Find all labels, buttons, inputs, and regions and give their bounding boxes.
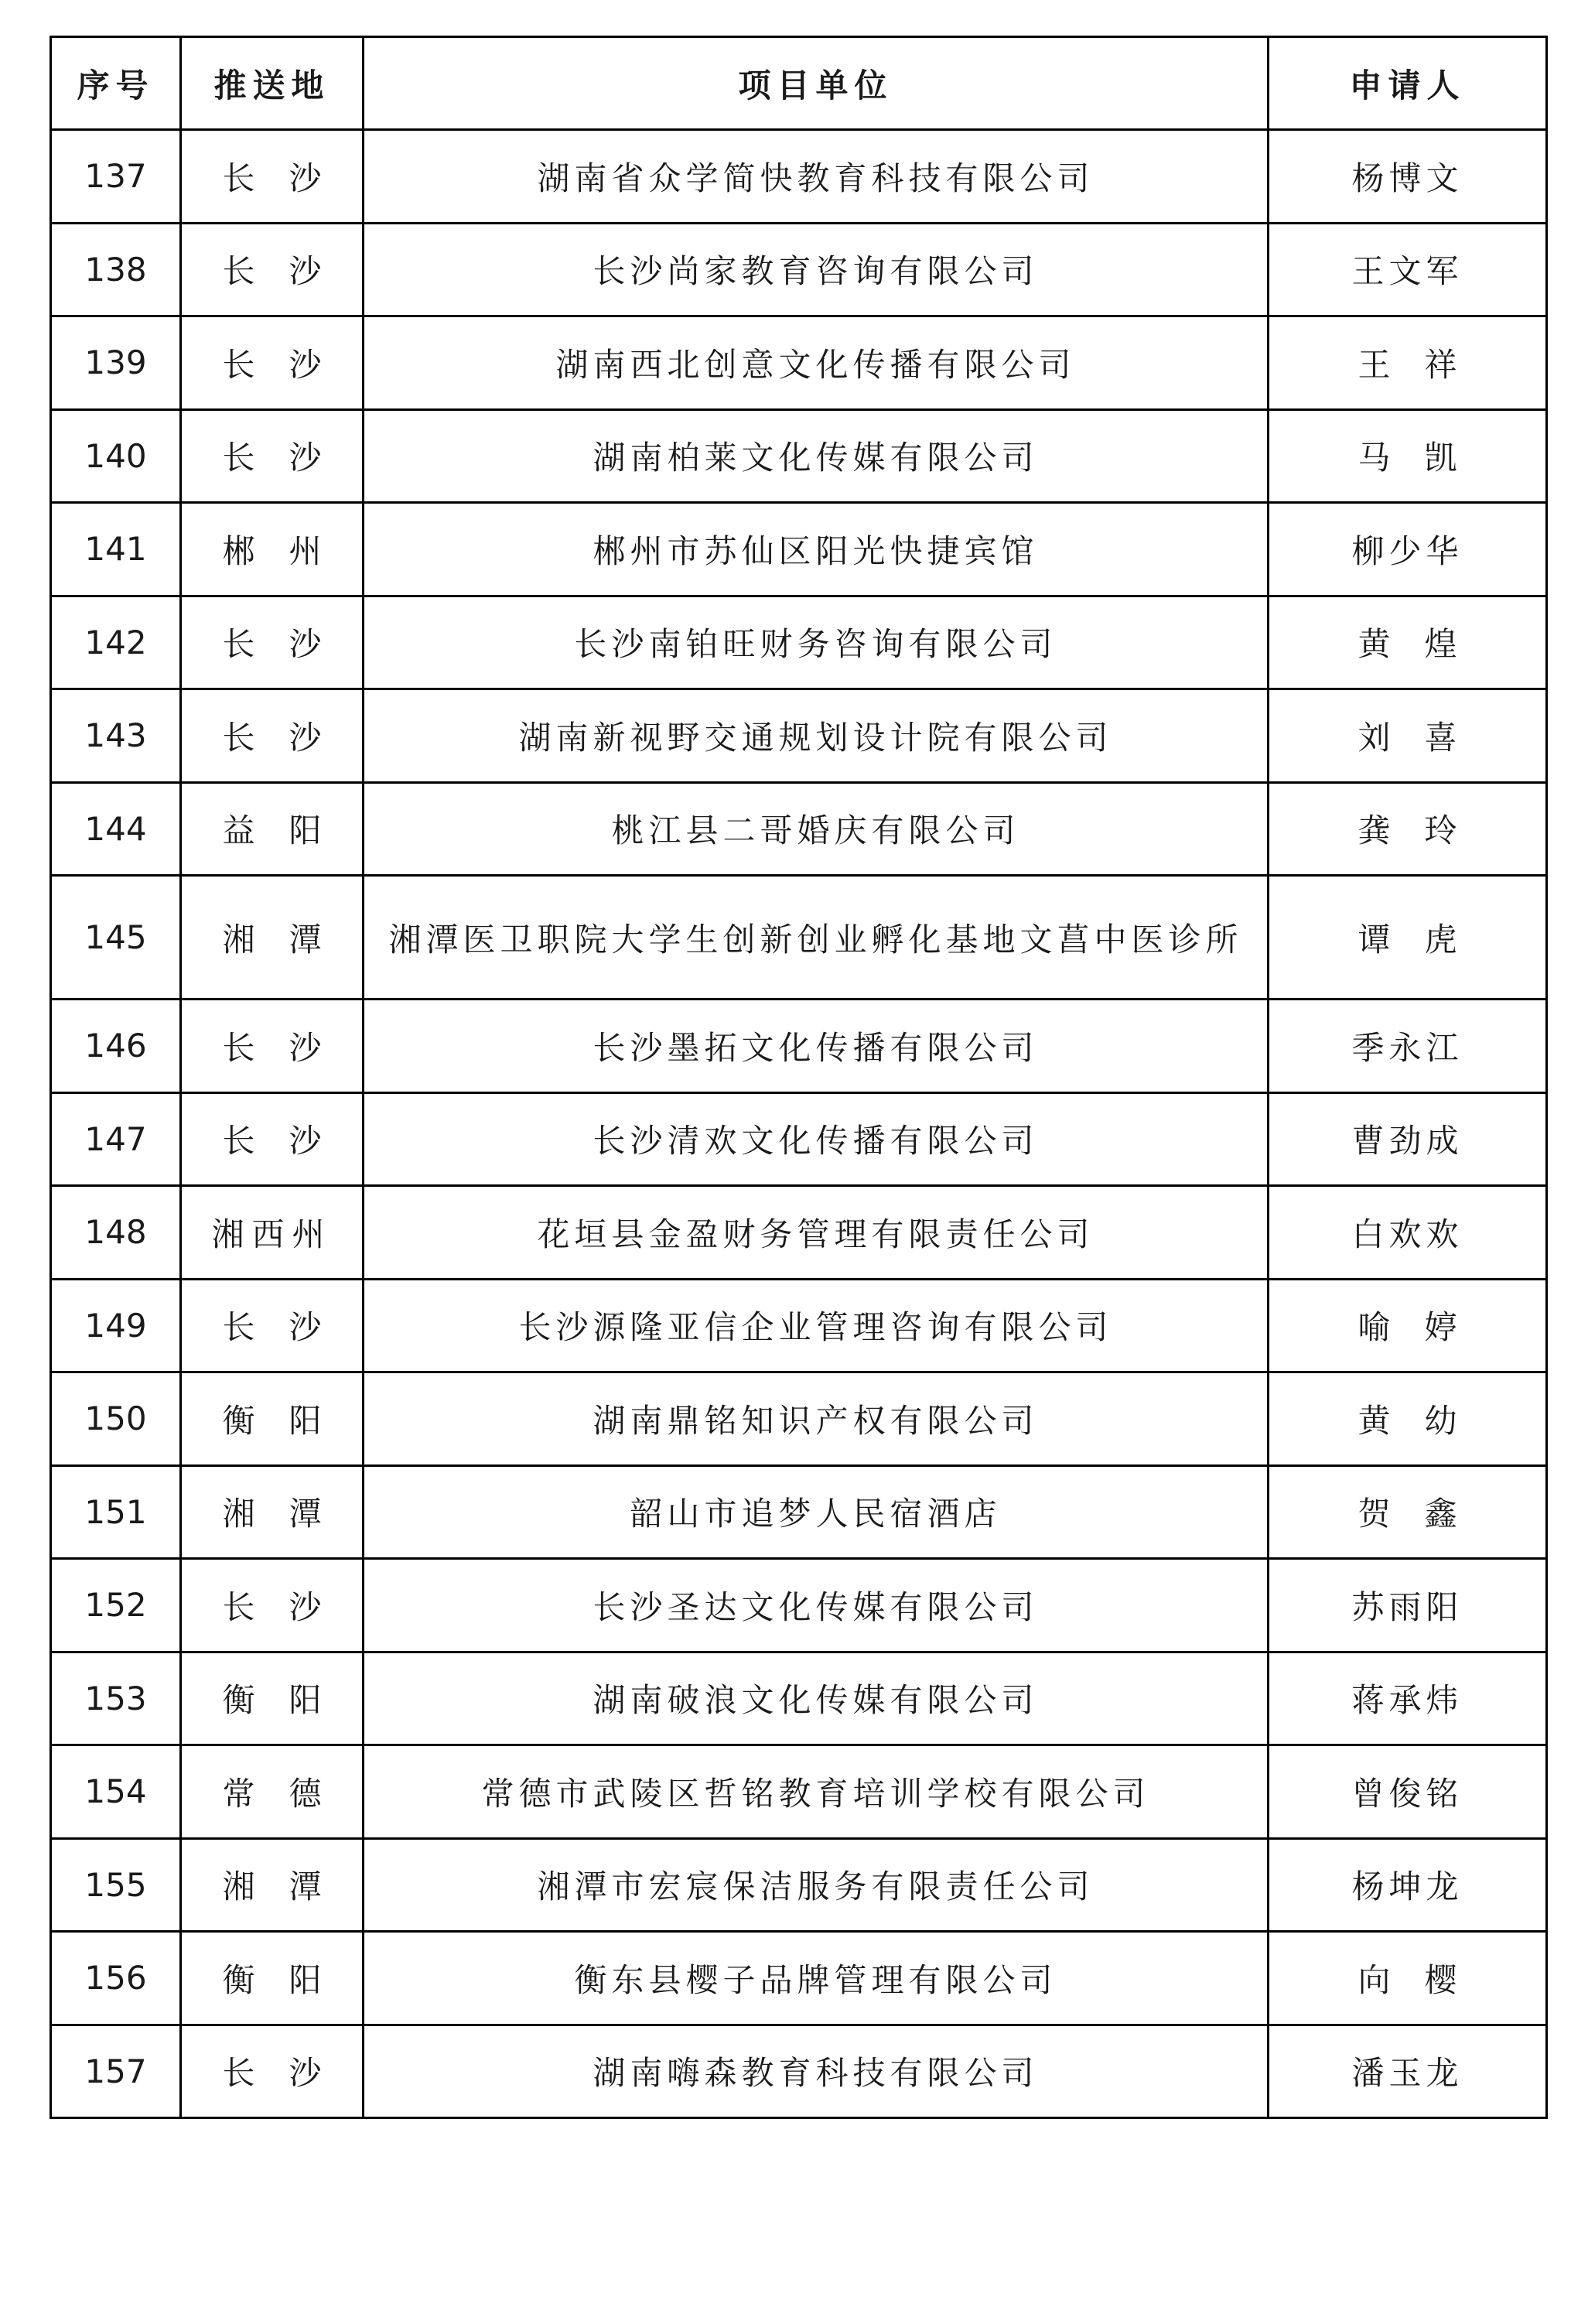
table-row xyxy=(51,1186,1547,1280)
cell-unit: 湖南破浪文化传媒有限公司 xyxy=(364,1652,1269,1745)
cell-location: 湘西州 xyxy=(181,1186,364,1280)
cell-unit: 湘潭医卫职院大学生创新创业孵化基地文菖中医诊所 xyxy=(364,876,1269,1000)
cell-unit: 郴州市苏仙区阳光快捷宾馆 xyxy=(364,503,1269,596)
cell-no: 144 xyxy=(51,782,181,876)
table-header-row xyxy=(51,37,1547,130)
table-body xyxy=(51,130,1547,2118)
table-row xyxy=(51,1652,1547,1745)
cell-unit: 长沙圣达文化传媒有限公司 xyxy=(364,1559,1269,1652)
cell-no: 155 xyxy=(51,1838,181,1932)
cell-location: 常德 xyxy=(181,1745,364,1839)
cell-no: 140 xyxy=(51,409,181,503)
cell-applicant: 贺鑫 xyxy=(1269,1465,1547,1559)
cell-unit: 湖南省众学简快教育科技有限公司 xyxy=(364,130,1269,224)
cell-location: 郴州 xyxy=(181,503,364,596)
cell-location: 长沙 xyxy=(181,2025,364,2118)
table-row xyxy=(51,782,1547,876)
cell-location: 衡阳 xyxy=(181,1932,364,2025)
cell-no: 153 xyxy=(51,1652,181,1745)
cell-no: 138 xyxy=(51,223,181,316)
project-table xyxy=(50,36,1548,2119)
table-row xyxy=(51,503,1547,596)
cell-unit: 桃江县二哥婚庆有限公司 xyxy=(364,782,1269,876)
cell-unit: 湖南鼎铭知识产权有限公司 xyxy=(364,1372,1269,1466)
cell-unit: 衡东县樱子品牌管理有限公司 xyxy=(364,1932,1269,2025)
cell-applicant: 柳少华 xyxy=(1269,503,1547,596)
table-row xyxy=(51,596,1547,689)
table-row xyxy=(51,1000,1547,1093)
cell-no: 152 xyxy=(51,1559,181,1652)
cell-no: 146 xyxy=(51,1000,181,1093)
cell-applicant: 杨坤龙 xyxy=(1269,1838,1547,1932)
cell-location: 湘潭 xyxy=(181,1838,364,1932)
cell-no: 139 xyxy=(51,316,181,410)
cell-unit: 长沙尚家教育咨询有限公司 xyxy=(364,223,1269,316)
cell-unit: 长沙清欢文化传播有限公司 xyxy=(364,1092,1269,1186)
cell-unit: 湖南嗨森教育科技有限公司 xyxy=(364,2025,1269,2118)
cell-unit: 湖南柏莱文化传媒有限公司 xyxy=(364,409,1269,503)
cell-unit: 长沙源隆亚信企业管理咨询有限公司 xyxy=(364,1279,1269,1372)
document-page xyxy=(50,36,1545,2119)
cell-location: 长沙 xyxy=(181,409,364,503)
cell-location: 长沙 xyxy=(181,130,364,224)
cell-no: 156 xyxy=(51,1932,181,2025)
cell-location: 长沙 xyxy=(181,596,364,689)
cell-unit: 湘潭市宏宸保洁服务有限责任公司 xyxy=(364,1838,1269,1932)
cell-applicant: 谭虎 xyxy=(1269,876,1547,1000)
cell-location: 长沙 xyxy=(181,689,364,783)
table-row xyxy=(51,1745,1547,1839)
cell-unit: 常德市武陵区哲铭教育培训学校有限公司 xyxy=(364,1745,1269,1839)
cell-location: 长沙 xyxy=(181,223,364,316)
cell-applicant: 曾俊铭 xyxy=(1269,1745,1547,1839)
cell-applicant: 曹劲成 xyxy=(1269,1092,1547,1186)
table-row xyxy=(51,1559,1547,1652)
table-row xyxy=(51,130,1547,224)
cell-no: 137 xyxy=(51,130,181,224)
cell-unit: 长沙墨拓文化传播有限公司 xyxy=(364,1000,1269,1093)
cell-unit: 湖南新视野交通规划设计院有限公司 xyxy=(364,689,1269,783)
cell-applicant: 潘玉龙 xyxy=(1269,2025,1547,2118)
cell-unit: 花垣县金盈财务管理有限责任公司 xyxy=(364,1186,1269,1280)
cell-no: 154 xyxy=(51,1745,181,1839)
cell-location: 湘潭 xyxy=(181,1465,364,1559)
cell-location: 益阳 xyxy=(181,782,364,876)
cell-applicant: 季永江 xyxy=(1269,1000,1547,1093)
header-unit: 项目单位 xyxy=(364,37,1269,130)
cell-no: 147 xyxy=(51,1092,181,1186)
table-row xyxy=(51,316,1547,410)
cell-location: 长沙 xyxy=(181,1279,364,1372)
table-row xyxy=(51,2025,1547,2118)
cell-no: 148 xyxy=(51,1186,181,1280)
header-location: 推送地 xyxy=(181,37,364,130)
table-row xyxy=(51,1838,1547,1932)
cell-no: 143 xyxy=(51,689,181,783)
table-row xyxy=(51,1932,1547,2025)
cell-location: 长沙 xyxy=(181,316,364,410)
cell-location: 长沙 xyxy=(181,1559,364,1652)
header-applicant: 申请人 xyxy=(1269,37,1547,130)
cell-location: 衡阳 xyxy=(181,1372,364,1466)
cell-no: 157 xyxy=(51,2025,181,2118)
table-row xyxy=(51,1092,1547,1186)
cell-applicant: 白欢欢 xyxy=(1269,1186,1547,1280)
cell-location: 湘潭 xyxy=(181,876,364,1000)
cell-applicant: 蒋承炜 xyxy=(1269,1652,1547,1745)
table-row xyxy=(51,1465,1547,1559)
cell-unit: 长沙南铂旺财务咨询有限公司 xyxy=(364,596,1269,689)
cell-no: 150 xyxy=(51,1372,181,1466)
cell-applicant: 龚玲 xyxy=(1269,782,1547,876)
table-row xyxy=(51,876,1547,1000)
cell-no: 151 xyxy=(51,1465,181,1559)
cell-applicant: 王文军 xyxy=(1269,223,1547,316)
header-no: 序号 xyxy=(51,37,181,130)
table-row xyxy=(51,1372,1547,1466)
table-row xyxy=(51,689,1547,783)
cell-applicant: 王祥 xyxy=(1269,316,1547,410)
cell-applicant: 苏雨阳 xyxy=(1269,1559,1547,1652)
cell-no: 141 xyxy=(51,503,181,596)
cell-location: 长沙 xyxy=(181,1000,364,1093)
cell-no: 145 xyxy=(51,876,181,1000)
cell-applicant: 喻婷 xyxy=(1269,1279,1547,1372)
cell-applicant: 向樱 xyxy=(1269,1932,1547,2025)
table-row xyxy=(51,223,1547,316)
cell-no: 149 xyxy=(51,1279,181,1372)
table-row xyxy=(51,1279,1547,1372)
cell-applicant: 黄幼 xyxy=(1269,1372,1547,1466)
cell-unit: 韶山市追梦人民宿酒店 xyxy=(364,1465,1269,1559)
table-row xyxy=(51,409,1547,503)
cell-applicant: 刘喜 xyxy=(1269,689,1547,783)
cell-no: 142 xyxy=(51,596,181,689)
cell-applicant: 杨博文 xyxy=(1269,130,1547,224)
cell-applicant: 马凯 xyxy=(1269,409,1547,503)
cell-location: 衡阳 xyxy=(181,1652,364,1745)
cell-applicant: 黄煌 xyxy=(1269,596,1547,689)
cell-unit: 湖南西北创意文化传播有限公司 xyxy=(364,316,1269,410)
cell-location: 长沙 xyxy=(181,1092,364,1186)
